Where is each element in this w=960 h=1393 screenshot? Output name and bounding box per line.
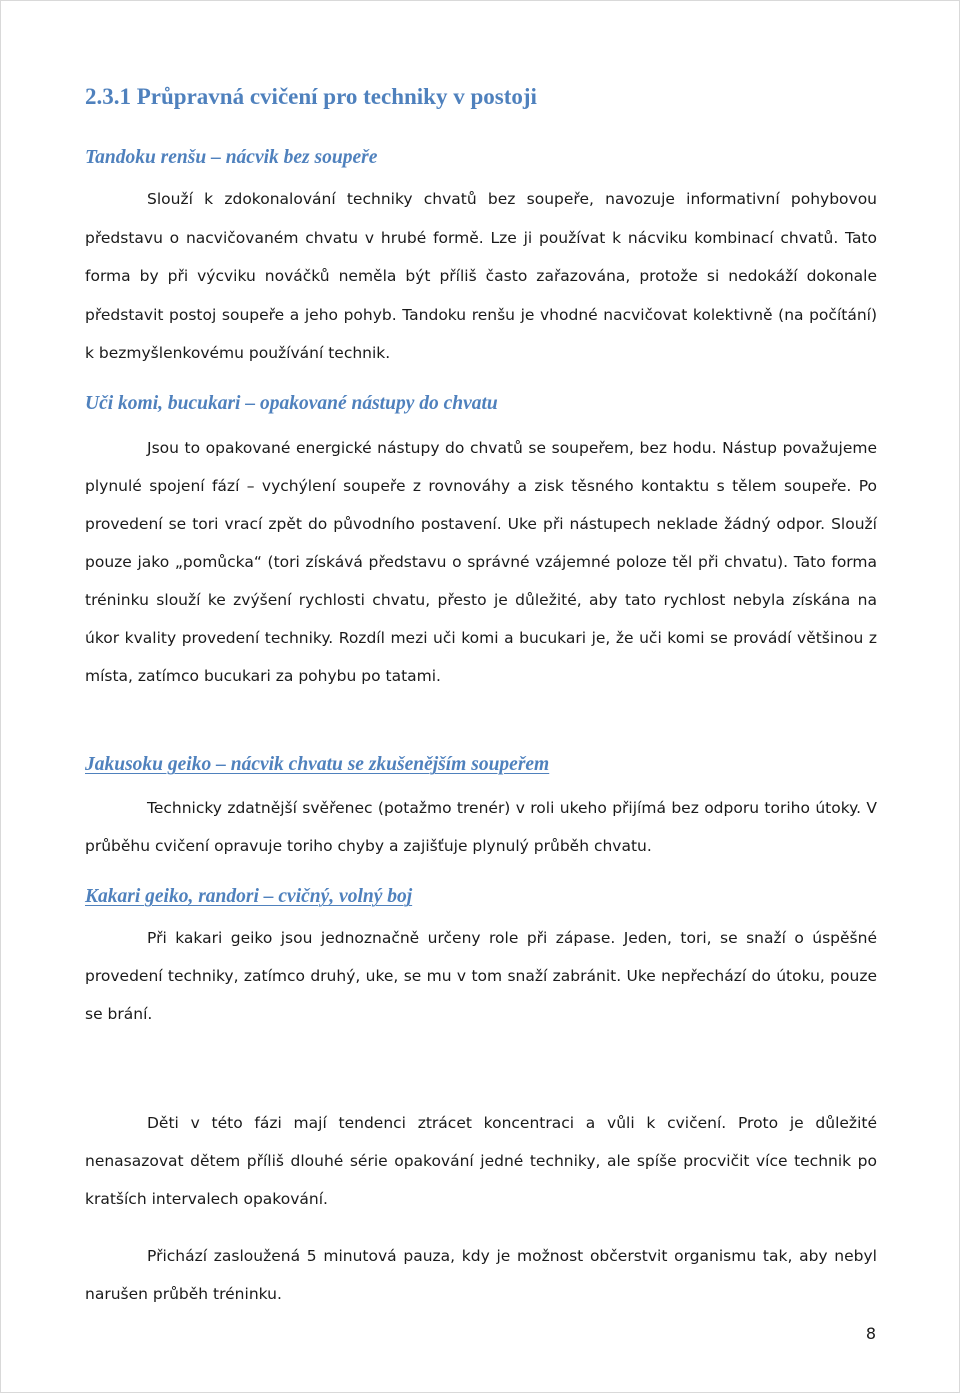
section-paragraph: Technicky zdatnější svěřenec (potažmo trenér) v roli ukeho přijímá bez odporu toriho útoky. V průběhu cvičení opravuje toriho chyby a zajišťuje plynulý průběh chvatu. xyxy=(85,799,877,855)
section-paragraph: Při kakari geiko jsou jednoznačně určeny role při zápase. Jeden, tori, se snaží o úspěšné provedení techniky, zatímco druhý, uke, se mu v tom snaží zabránit. Uke nepřechází do útoku, pouze se brání. xyxy=(85,929,877,1023)
section-paragraph: Jsou to opakované energické nástupy do chvatů se soupeřem, bez hodu. Nástup považujeme plynulé spojení fází – vychýlení soupeře z rovnováhy a zisk těsného kontaktu s tělem soupeře. Po provedení se tori vrací zpět do původního postavení. Uke při nástupech neklade žádný odpor. Slouží pouze jako „pomůcka“ (tori získává představu o správné vzájemné poloze těl při chvatu). Tato forma tréninku slouží ke zvýšení rychlosti chvatu, přesto je důležité, aby tato rychlost nebyla získána na úkor kvality provedení techniky. Rozdíl mezi uči komi a bucukari je, že uči komi se provádí většinou z místa, zatímco bucukari za pohybu po tatami. xyxy=(85,439,877,685)
paragraph: Děti v této fázi mají tendenci ztrácet koncentraci a vůli k cvičení. Proto je důležité nenasazovat dětem příliš dlouhé série opakování jedné techniky, ale spíše procvičit více technik po kratších intervalech opakování. xyxy=(85,1114,877,1208)
section-heading: Jakusoku geiko – nácvik chvatu se zkušenějším soupeřem xyxy=(85,754,550,775)
section-uci-komi xyxy=(85,392,877,695)
section-heading: Uči komi, bucukari – opakované nástupy do chvatu xyxy=(85,393,498,414)
section-kakari-geiko xyxy=(85,885,877,1033)
section-paragraph: Slouží k zdokonalování techniky chvatů bez soupeře, navozuje informativní pohybovou představu o nacvičovaném chvatu v hrubé formě. Lze ji používat k nácviku kombinací chvatů. Tato forma by při výcviku nováčků neměla být příliš často zařazována, protože si nedokáží dokonale představit postoj soupeře a jeho pohyb. Tandoku renšu je vhodné nacvičovat kolektivně (na počítání) k bezmyšlenkovému používání technik. xyxy=(85,190,877,362)
section-jakusoku-geiko xyxy=(85,753,877,865)
section-tandoku-rensu xyxy=(85,146,877,373)
page-number: 8 xyxy=(865,1324,876,1343)
paragraph: Přichází zasloužená 5 minutová pauza, kdy je možnost občerstvit organismu tak, aby nebyl narušen průběh tréninku. xyxy=(85,1247,877,1303)
paragraph-block xyxy=(85,1104,877,1218)
section-heading: Tandoku renšu – nácvik bez soupeře xyxy=(85,147,378,168)
paragraph-block xyxy=(85,1237,877,1313)
section-heading: Kakari geiko, randori – cvičný, volný boj xyxy=(85,886,413,907)
chapter-title: 2.3.1 Průpravná cvičení pro techniky v postoji xyxy=(85,84,537,109)
